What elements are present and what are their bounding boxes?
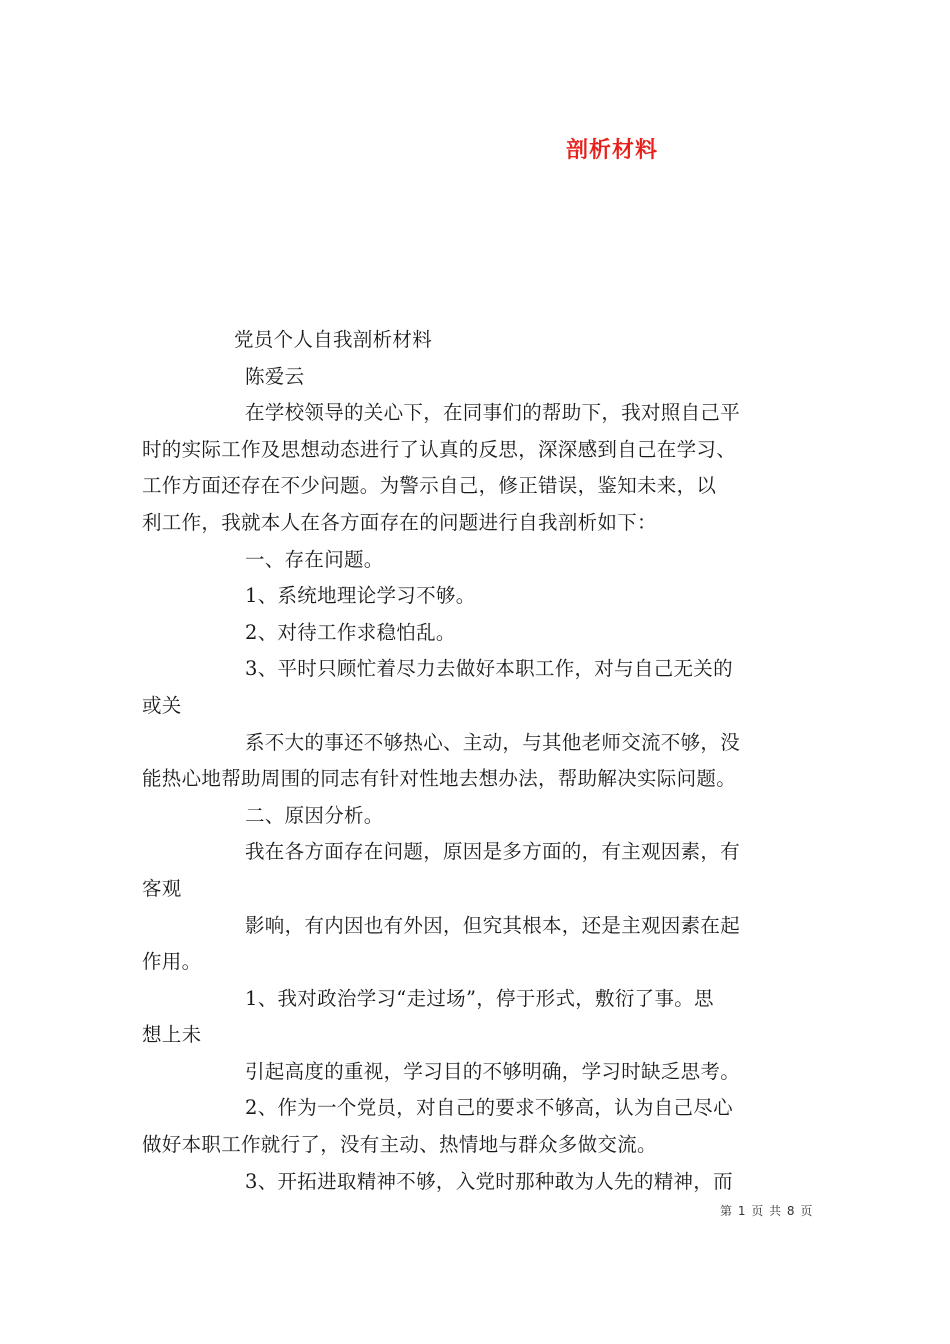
list-item: 1、系统地理论学习不够。 xyxy=(245,584,476,608)
section-heading-causes: 二、原因分析。 xyxy=(245,803,384,827)
paragraph-line: 影响，有内因也有外因，但究其根本，还是主观因素在起 xyxy=(245,913,741,937)
paragraph-line: 工作方面还存在不少问题。为警示自己，修正错误，鉴知未来，以 xyxy=(142,474,717,498)
document-body xyxy=(142,322,812,1200)
document-author: 陈爱云 xyxy=(245,364,305,388)
list-item: 2、作为一个党员，对自己的要求不够高，认为自己尽心 xyxy=(245,1096,733,1120)
paragraph-line: 能热心地帮助周围的同志有针对性地去想办法，帮助解决实际问题。 xyxy=(142,767,737,791)
list-item: 3、开拓进取精神不够，入党时那种敢为人先的精神，而 xyxy=(245,1169,733,1193)
paragraph-line: 客观 xyxy=(142,876,182,900)
paragraph-line: 做好本职工作就行了，没有主动、热情地与群众多做交流。 xyxy=(142,1133,657,1157)
paragraph-line: 我在各方面存在问题，原因是多方面的，有主观因素，有 xyxy=(245,840,741,864)
list-item: 2、对待工作求稳怕乱。 xyxy=(245,620,456,644)
paragraph-line: 利工作，我就本人在各方面存在的问题进行自我剖析如下： xyxy=(142,510,657,534)
paragraph-line: 时的实际工作及思想动态进行了认真的反思，深深感到自己在学习、 xyxy=(142,437,737,461)
document-heading: 党员个人自我剖析材料 xyxy=(234,328,433,351)
paragraph-line: 想上未 xyxy=(142,1023,202,1047)
paragraph-line: 在学校领导的关心下，在同事们的帮助下，我对照自己平 xyxy=(245,401,741,425)
paragraph-line: 或关 xyxy=(142,693,182,717)
list-item: 1、我对政治学习“走过场”，停于形式，敷衍了事。思 xyxy=(245,986,714,1010)
paragraph-line: 系不大的事还不够热心、主动，与其他老师交流不够，没 xyxy=(245,730,741,754)
section-heading-problems: 一、存在问题。 xyxy=(245,547,384,571)
paragraph-line: 引起高度的重视，学习目的不够明确，学习时缺乏思考。 xyxy=(245,1059,741,1083)
list-item: 3、平时只顾忙着尽力去做好本职工作，对与自己无关的 xyxy=(245,657,733,681)
header-title: 剖析材料 xyxy=(566,138,659,163)
paragraph-line: 作用。 xyxy=(142,950,202,974)
page-number: 第 1 页 共 8 页 xyxy=(720,1204,814,1218)
